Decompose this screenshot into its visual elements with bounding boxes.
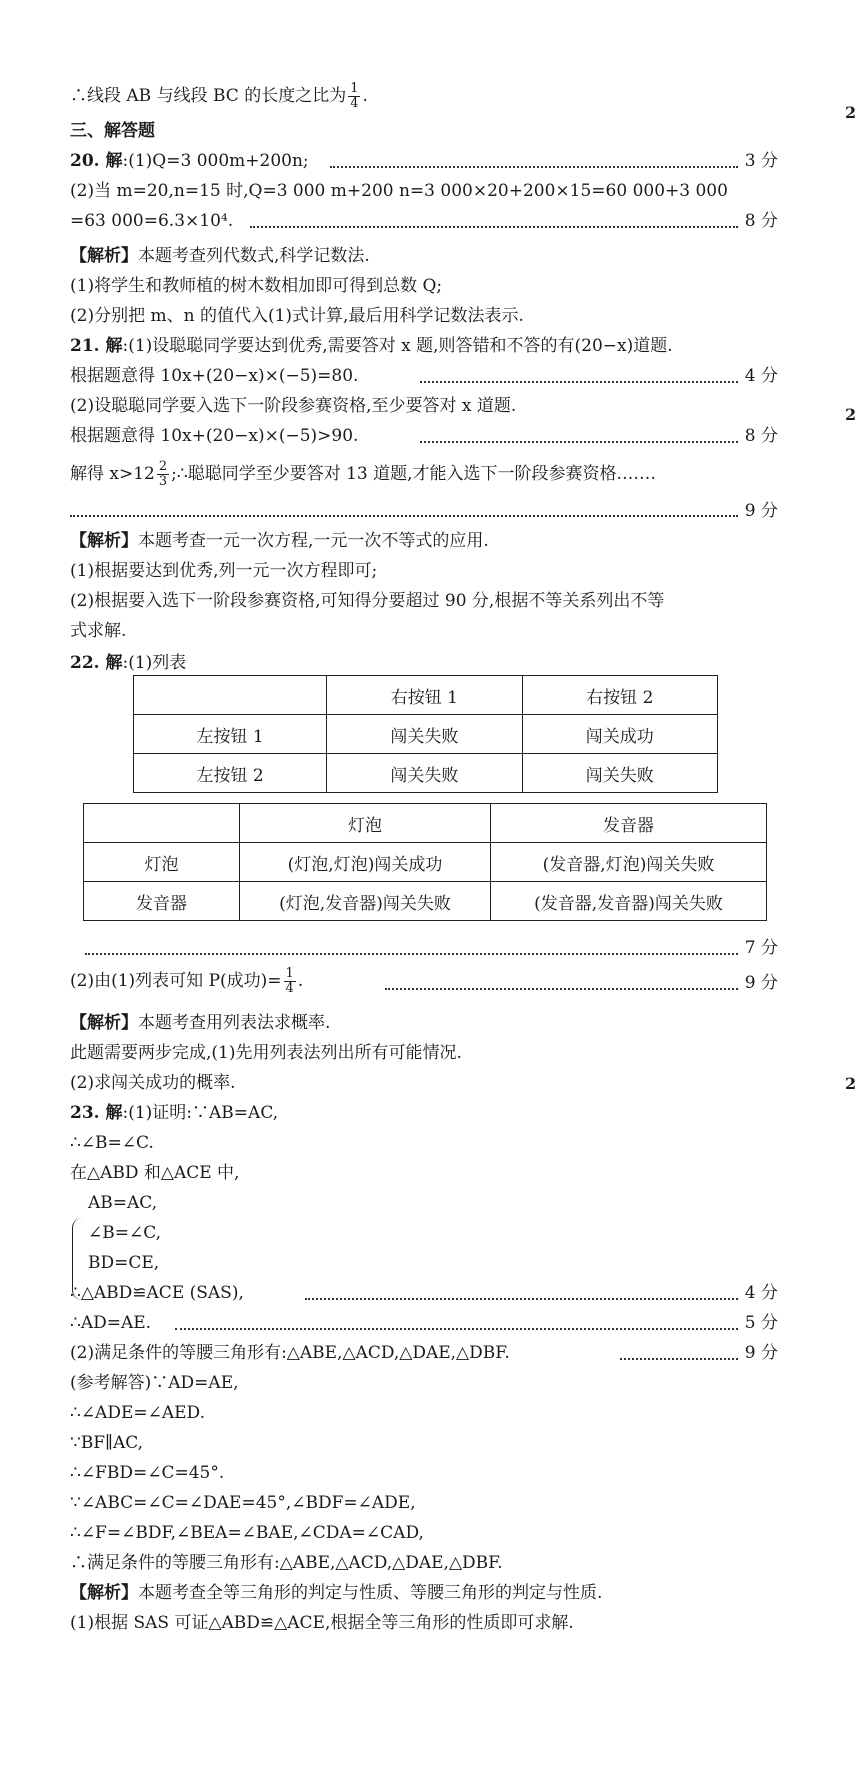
q22-analysis: 【解析】本题考查用列表法求概率. (70, 1013, 331, 1033)
leader-dots (250, 226, 738, 228)
q20-analysis-2: (2)分别把 m、n 的值代入(1)式计算,最后用科学记数法表示. (70, 306, 524, 326)
table-cell: 右按钮 2 (522, 676, 717, 715)
q20-line1: 20. 解:(1)Q=3 000m+200n; (70, 151, 309, 171)
table-cell: 灯泡 (240, 804, 491, 843)
q23-line11: ∵∠ABC=∠C=∠DAE=45°,∠BDF=∠ADE, (70, 1493, 416, 1513)
q23-analysis-1: (1)根据 SAS 可证△ABD≌△ACE,根据全等三角形的性质即可求解. (70, 1613, 574, 1633)
q22-line2: (2)由(1)列表可知 P(成功)= $\frac{1}{4}$ . (70, 966, 304, 996)
table-cell: 发音器 (491, 804, 767, 843)
leader-dots (175, 1328, 738, 1330)
table-cell: 闯关失败 (522, 754, 717, 793)
q21-line2: 根据题意得 10x+(20−x)×(−5)=80. (70, 366, 359, 386)
table-cell: 闯关失败 (327, 754, 522, 793)
q23-line1: 23. 解:(1)证明:∵AB=AC, (70, 1103, 279, 1123)
q21-analysis-3: 式求解. (70, 621, 127, 641)
table-cell: (灯泡,灯泡)闯关成功 (240, 843, 491, 882)
q23-line9: ∵BF∥AC, (70, 1433, 144, 1453)
q23-line8: ∴∠ADE=∠AED. (70, 1403, 205, 1423)
table-cell: 右按钮 1 (327, 676, 522, 715)
score: 4 分 (744, 1283, 778, 1303)
q20-analysis-1: (1)将学生和教师植的树木数相加即可得到总数 Q; (70, 276, 443, 296)
table-cell: 闯关失败 (327, 715, 522, 754)
q23-line2: ∴∠B=∠C. (70, 1133, 154, 1153)
section-title: 三、解答题 (70, 121, 155, 141)
ratio-conclusion: ∴线段 AB 与线段 BC 的长度之比为 $\frac{1}{4}$ . (70, 81, 368, 111)
table-cell: 灯泡 (84, 843, 240, 882)
leader-dots (305, 1298, 738, 1300)
score: 8 分 (744, 211, 778, 231)
leader-dots (420, 441, 738, 443)
q21-analysis-1: (1)根据要达到优秀,列一元一次方程即可; (70, 561, 378, 581)
q21-line5: 解得 x>12 $\frac{2}{3}$ ;∴聪聪同学至少要答对 13 道题,才能入选下一阶段参赛资格.…… (70, 459, 656, 489)
q20-line3: =63 000=6.3×10⁴. (70, 211, 234, 231)
table-cell (134, 676, 327, 715)
score: 8 分 (744, 426, 778, 446)
score: 9 分 (744, 973, 778, 993)
fraction: $\frac{2}{3}$ (158, 459, 168, 489)
q23-system-2: ∠B=∠C, (88, 1223, 162, 1243)
q23-analysis: 【解析】本题考查全等三角形的判定与性质、等腰三角形的判定与性质. (70, 1583, 603, 1603)
score: 5 分 (744, 1313, 778, 1333)
q22-analysis-2: (2)求闯关成功的概率. (70, 1073, 236, 1093)
table-cell: 闯关成功 (522, 715, 717, 754)
q20-analysis: 【解析】本题考查列代数式,科学记数法. (70, 246, 370, 266)
q21-analysis-2: (2)根据要入选下一阶段参赛资格,可知得分要超过 90 分,根据不等关系列出不等 (70, 591, 665, 611)
table-cell (84, 804, 240, 843)
bulb-buzzer-table (83, 803, 767, 921)
q23-system-1: AB=AC, (88, 1193, 158, 1213)
leader-dots (385, 988, 738, 990)
score: 3 分 (744, 151, 778, 171)
table-cell: (灯泡,发音器)闯关失败 (240, 882, 491, 921)
button-outcome-table (133, 675, 718, 793)
q20-line2: (2)当 m=20,n=15 时,Q=3 000 m+200 n=3 000×20+200×15=60 000+3 000 (70, 181, 728, 201)
q21-line1: 21. 解:(1)设聪聪同学要达到优秀,需要答对 x 题,则答错和不答的有(20−x)道题. (70, 336, 673, 356)
q21-line4: 根据题意得 10x+(20−x)×(−5)>90. (70, 426, 359, 446)
leader-dots (330, 166, 738, 168)
q22-line1: 22. 解:(1)列表 (70, 653, 187, 673)
score: 9 分 (744, 1343, 778, 1363)
table-cell: (发音器,发音器)闯关失败 (491, 882, 767, 921)
margin-page-mark: 2 (845, 1074, 857, 1093)
q23-line10: ∴∠FBD=∠C=45°. (70, 1463, 225, 1483)
margin-page-mark: 2 (845, 405, 857, 424)
score: 9 分 (744, 501, 778, 521)
q22-analysis-1: 此题需要两步完成,(1)先用列表法列出所有可能情况. (70, 1043, 462, 1063)
q21-line3: (2)设聪聪同学要入选下一阶段参赛资格,至少要答对 x 道题. (70, 396, 517, 416)
leader-dots (420, 381, 738, 383)
q21-analysis: 【解析】本题考查一元一次方程,一元一次不等式的应用. (70, 531, 489, 551)
table-cell: 左按钮 2 (134, 754, 327, 793)
score: 4 分 (744, 366, 778, 386)
q23-line3: 在△ABD 和△ACE 中, (70, 1163, 240, 1183)
table-cell: 发音器 (84, 882, 240, 921)
leader-dots (70, 515, 738, 517)
table-cell: 左按钮 1 (134, 715, 327, 754)
fraction: $\frac{1}{4}$ (350, 81, 359, 111)
leader-dots (85, 953, 738, 955)
fraction: $\frac{1}{4}$ (285, 966, 294, 996)
leader-dots (620, 1358, 738, 1360)
q23-line6: (2)满足条件的等腰三角形有:△ABE,△ACD,△DAE,△DBF. (70, 1343, 510, 1363)
table-cell: (发音器,灯泡)闯关失败 (491, 843, 767, 882)
q23-line12: ∴∠F=∠BDF,∠BEA=∠BAE,∠CDA=∠CAD, (70, 1523, 424, 1543)
q23-system-3: BD=CE, (88, 1253, 160, 1273)
margin-page-mark: 2 (845, 103, 857, 122)
q23-line5: ∴AD=AE. (70, 1313, 152, 1333)
score: 7 分 (744, 938, 778, 958)
q23-line13: ∴满足条件的等腰三角形有:△ABE,△ACD,△DAE,△DBF. (70, 1553, 503, 1573)
q23-line4: ∴△ABD≌ACE (SAS), (70, 1283, 244, 1303)
q23-line7: (参考解答)∵AD=AE, (70, 1373, 239, 1393)
